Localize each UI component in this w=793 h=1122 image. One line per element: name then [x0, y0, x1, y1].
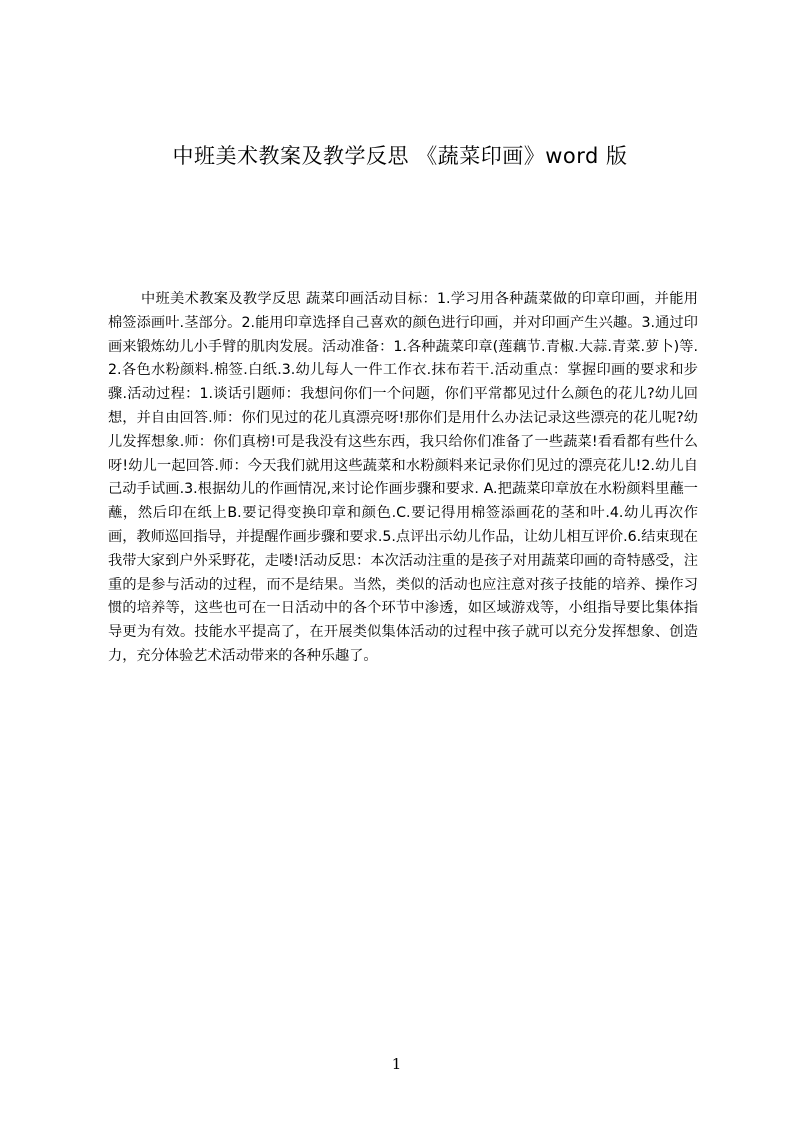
document-title: 中班美术教案及教学反思 《蔬菜印画》word 版 [172, 144, 628, 168]
document-body-paragraph: 中班美术教案及教学反思 蔬菜印画活动目标：1.学习用各种蔬菜做的印章印画，并能用棉签添画叶.茎部分。2.能用印章选择自己喜欢的颜色进行印画，并对印画产生兴趣。3.通过印画来锻炼幼儿小手臂的肌肉发展。活动准备：1.各种蔬菜印章(莲藕节.青椒.大蒜.青菜.萝卜)等.2.各色水粉颜料.棉签.白纸.3.幼儿每人一件工作衣.抹布若干.活动重点：掌握印画的要求和步骤.活动过程：1.谈话引题师：我想问你们一个问题，你们平常都见过什么颜色的花儿?幼儿回想，并自由回答.师：你们见过的花儿真漂亮呀!那你们是用什么办法记录这些漂亮的花儿呢?幼儿发挥想象.师：你们真榜!可是我没有这些东西，我只给你们准备了一些蔬菜!看看都有些什么呀!幼儿一起回答.师：今天我们就用这些蔬菜和水粉颜料来记录你们见过的漂亮花儿!2.幼儿自己动手试画.3.根据幼儿的作画情况,来讨论作画步骤和要求. A.把蔬菜印章放在水粉颜料里蘸一蘸，然后印在纸上B.要记得变换印章和颜色.C.要记得用棉签添画花的茎和叶.4.幼儿再次作画，教师巡回指导，并提醒作画步骤和要求.5.点评出示幼儿作品，让幼儿相互评价.6.结束现在我带大家到户外采野花，走喽!活动反思：本次活动注重的是孩子对用蔬菜印画的奇特感受，注重的是参与活动的过程，而不是结果。当然，类似的活动也应注意对孩子技能的培养、操作习惯的培养等，这些也可在一日活动中的各个环节中渗透，如区域游戏等，小组指导要比集体指导更为有效。技能水平提高了，在开展类似集体活动的过程中孩子就可以充分发挥想象、创造力，充分体验艺术活动带来的各种乐趣了。 [108, 291, 698, 664]
page-number: 1 [391, 1055, 402, 1073]
